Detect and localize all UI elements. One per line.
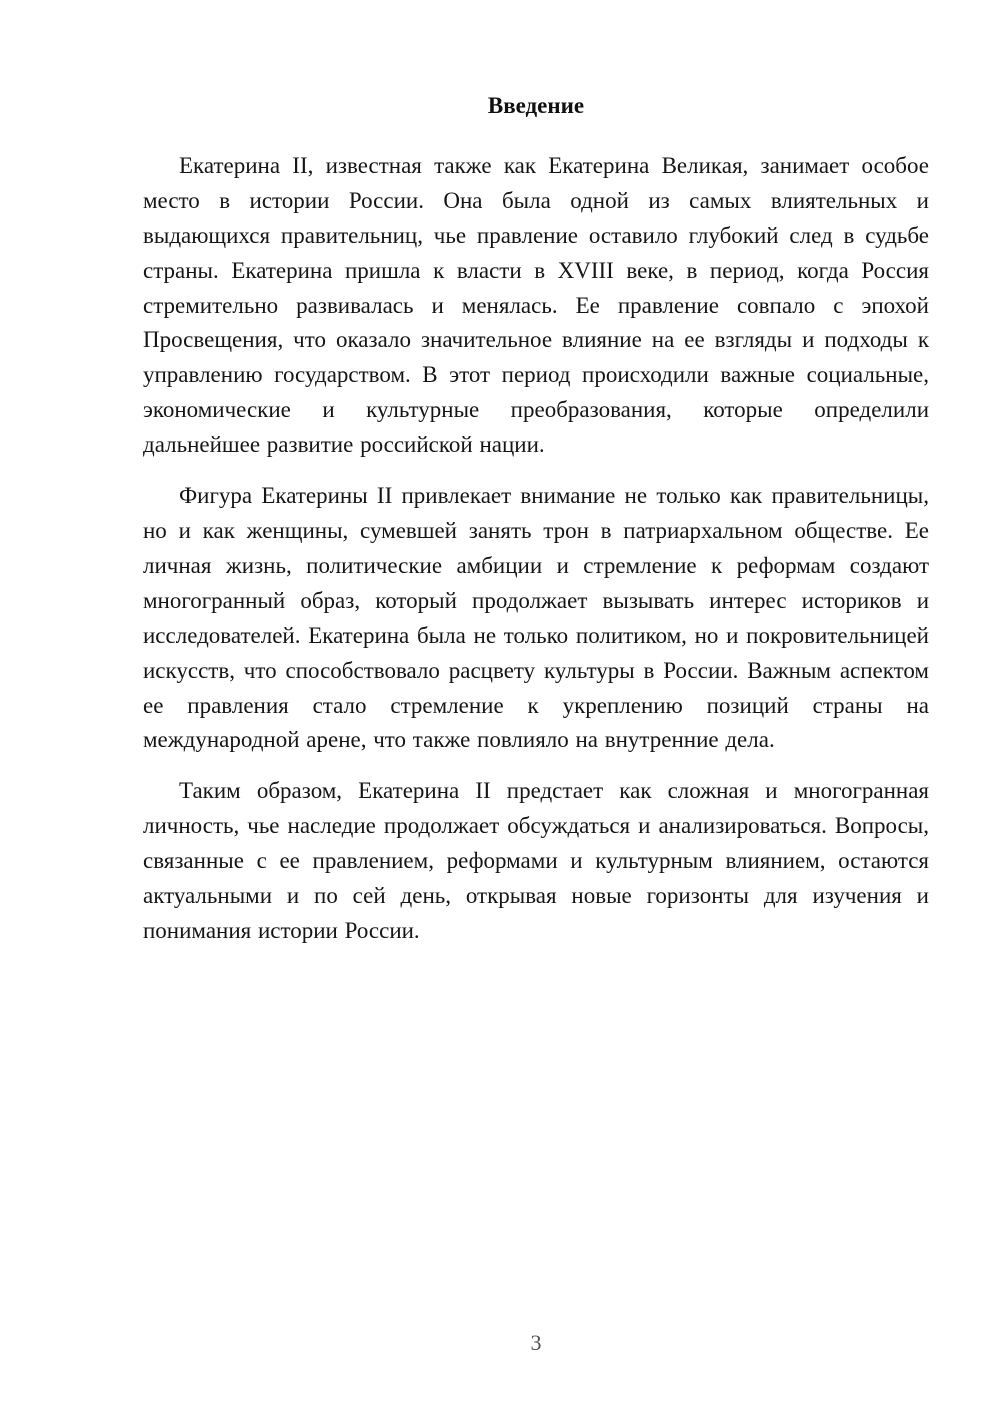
page-footer [143, 1328, 929, 1358]
page-number: 3 [530, 1330, 542, 1355]
paragraph-3: Таким образом, Екатерина II предстает как сложная и многогранная личность, чье наследие продолжает обсуждаться и анализироваться. Вопросы, связанные с ее правлением, реформами и культурным влиянием, остаются актуальными и по сей день, открывая новые горизонты для изучения и понимания истории России. [143, 778, 929, 943]
paragraph-1: Екатерина II, известная также как Екатерина Великая, занимает особое место в истории России. Она была одной из самых влиятельных и выдающихся правительниц, чье правление оставило глубокий след в судьбе страны. Екатерина пришла к власти в XVIII веке, в период, когда Россия стремительно развивалась и менялась. Ее правление совпало с эпохой Просвещения, что оказало значительное влияние на ее взгляды и подходы к управлению государством. В этот период происходили важные социальные, экономические и культурные преобразования, которые определили дальнейшее развитие российской нации. [143, 152, 929, 458]
section-heading: Введение [487, 93, 585, 118]
paragraph-2: Фигура Екатерины II привлекает внимание не только как правительницы, но и как женщины, сумевшей занять трон в патриархальном обществе. Ее личная жизнь, политические амбиции и стремление к реформам создают многогранный образ, который продолжает вызывать интерес историков и исследователей. Екатерина была не только политиком, но и покровительницей искусств, что способствовало расцвету культуры в России. Важным аспектом ее правления стало стремление к укреплению позиций страны на международной арене, что также повлияло на внутренние дела. [143, 483, 929, 753]
